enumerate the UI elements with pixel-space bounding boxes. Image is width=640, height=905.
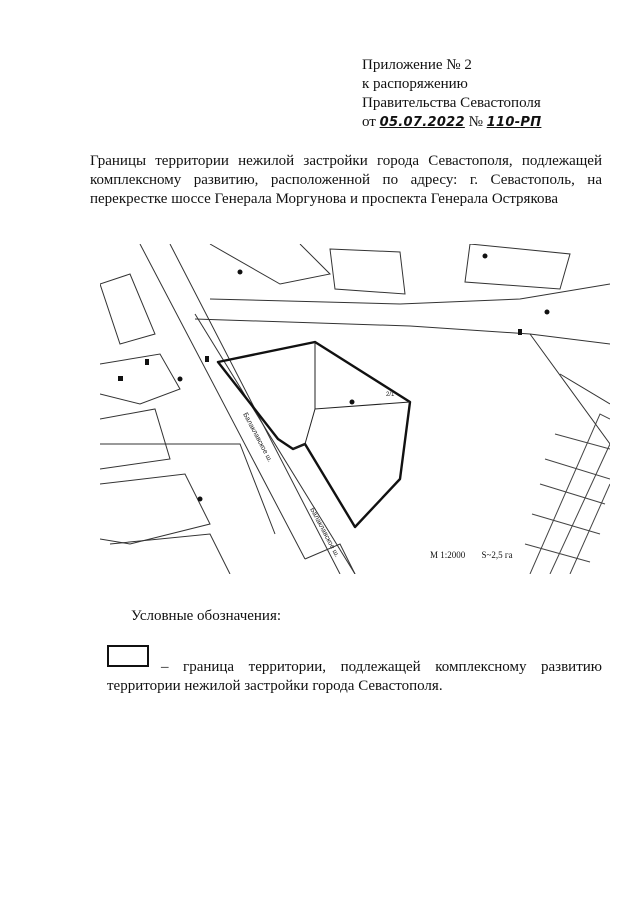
appendix-line-3: Правительства Севастополя bbox=[362, 95, 541, 111]
building-label: 2/1 bbox=[386, 392, 395, 398]
number-sign: № bbox=[468, 114, 483, 130]
cadastral-map bbox=[100, 244, 610, 574]
area-value: S~2,5 га bbox=[481, 550, 513, 560]
street-label-upper: Балаклавское ш. bbox=[241, 411, 274, 464]
appendix-header bbox=[362, 56, 541, 132]
map-drawing bbox=[100, 244, 610, 574]
territory-boundary bbox=[218, 342, 410, 527]
appendix-line-1: Приложение № 2 bbox=[362, 57, 472, 73]
legend-item-text: – граница территории, подлежащей комплексному развитию территории нежилой застройки города Севастополя. bbox=[107, 659, 602, 694]
date-prefix: от bbox=[362, 114, 376, 130]
map-scale bbox=[430, 550, 527, 560]
handwritten-date: 05.07.2022 bbox=[379, 115, 465, 130]
scale-value: М 1:2000 bbox=[430, 550, 466, 560]
appendix-line-2: к распоряжению bbox=[362, 76, 468, 92]
street-label-lower: Балаклавское ш. bbox=[308, 506, 341, 559]
handwritten-number: 110-РП bbox=[486, 115, 542, 130]
legend-title: Условные обозначения: bbox=[131, 608, 282, 624]
document-title: Границы территории нежилой застройки города Севастополя, подлежащей комплексному развитию, расположенной по адресу: г. Севастополь, на перекрестке шоссе Генерала Моргунова и проспекта Генерала Острякова bbox=[90, 153, 602, 207]
appendix-date-line bbox=[362, 113, 541, 132]
